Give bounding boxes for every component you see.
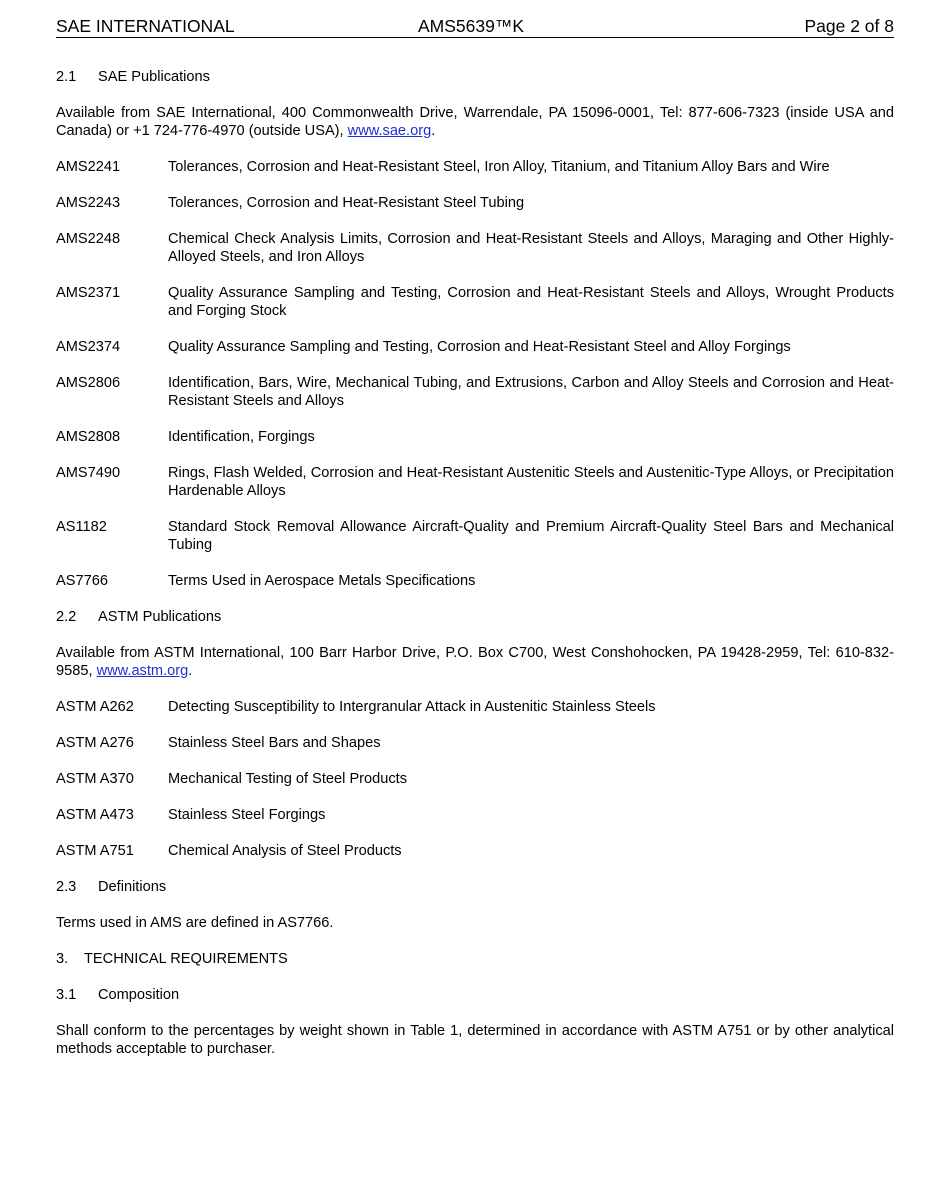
- sae-availability-paragraph: [56, 104, 894, 140]
- reference-title: Chemical Analysis of Steel Products: [168, 843, 402, 859]
- astm-availability-text: Available from ASTM International, 100 Barr Harbor Drive, P.O. Box C700, West Conshohocken, PA 19428-2959, Tel: 610-832-9585,: [56, 645, 894, 679]
- reference-item: [56, 770, 894, 788]
- section-number: 2.1: [56, 69, 77, 85]
- reference-title: Chemical Check Analysis Limits, Corrosion and Heat-Resistant Steels and Alloys, Maraging and Other Highly-Alloyed Steels, and Iron Alloys: [168, 231, 894, 265]
- composition-paragraph: Shall conform to the percentages by weight shown in Table 1, determined in accordance with ASTM A751 or by other analytical methods acceptable to purchaser.: [56, 1023, 894, 1057]
- reference-code: AMS2241: [56, 159, 121, 175]
- section-number: 2.3: [56, 879, 77, 895]
- reference-item: [56, 194, 894, 212]
- section-2-3-heading: [56, 878, 894, 896]
- header-page-number: Page 2 of 8: [804, 16, 894, 36]
- reference-item: [56, 158, 894, 176]
- reference-item: [56, 518, 894, 554]
- astm-website-link[interactable]: www.astm.org: [96, 663, 189, 679]
- reference-code: AMS2248: [56, 231, 121, 247]
- section-number: 2.2: [56, 609, 77, 625]
- reference-item: [56, 734, 894, 752]
- section-number: 3.1: [56, 987, 77, 1003]
- astm-availability-tail: .: [188, 663, 193, 679]
- reference-code: AMS2808: [56, 429, 121, 445]
- reference-code: ASTM A262: [56, 699, 134, 715]
- section-number: 3.: [56, 951, 69, 967]
- section-title: TECHNICAL REQUIREMENTS: [84, 951, 288, 967]
- reference-title: Tolerances, Corrosion and Heat-Resistant Steel, Iron Alloy, Titanium, and Titanium Alloy Bars and Wire: [168, 159, 830, 175]
- reference-title: Standard Stock Removal Allowance Aircraft-Quality and Premium Aircraft-Quality Steel Bars and Mechanical Tubing: [168, 519, 894, 553]
- reference-code: ASTM A276: [56, 735, 134, 751]
- reference-title: Stainless Steel Bars and Shapes: [168, 735, 381, 751]
- reference-item: [56, 338, 894, 356]
- reference-code: ASTM A473: [56, 807, 134, 823]
- reference-title: Tolerances, Corrosion and Heat-Resistant Steel Tubing: [168, 195, 525, 211]
- reference-item: [56, 806, 894, 824]
- sae-website-link[interactable]: www.sae.org: [347, 123, 432, 139]
- section-title: ASTM Publications: [98, 609, 222, 625]
- section-3-1-heading: [56, 986, 894, 1004]
- reference-item: [56, 374, 894, 410]
- reference-item: [56, 572, 894, 590]
- section-title: Definitions: [98, 879, 167, 895]
- sae-reference-list: [56, 158, 894, 590]
- reference-title: Detecting Susceptibility to Intergranular Attack in Austenitic Stainless Steels: [168, 699, 656, 715]
- reference-code: AMS2374: [56, 339, 121, 355]
- section-title: SAE Publications: [98, 69, 210, 85]
- document-page: [56, 15, 894, 1076]
- reference-title: Identification, Forgings: [168, 429, 315, 445]
- sae-availability-tail: .: [431, 123, 436, 139]
- document-body: [56, 38, 894, 1058]
- header-doc-id: AMS5639™K: [418, 16, 525, 36]
- reference-code: AMS2371: [56, 285, 121, 301]
- reference-item: [56, 230, 894, 266]
- reference-item: [56, 842, 894, 860]
- reference-title: Rings, Flash Welded, Corrosion and Heat-Resistant Austenitic Steels and Austenitic-Type Alloys, or Precipitation Hardenable Alloys: [168, 465, 894, 499]
- reference-code: ASTM A370: [56, 771, 134, 787]
- reference-title: Mechanical Testing of Steel Products: [168, 771, 408, 787]
- reference-item: [56, 698, 894, 716]
- header-org: SAE INTERNATIONAL: [56, 16, 235, 36]
- page-header: [56, 15, 894, 38]
- section-2-2-heading: [56, 608, 894, 626]
- reference-title: Identification, Bars, Wire, Mechanical Tubing, and Extrusions, Carbon and Alloy Steels and Corrosion and Heat-Resistant Steels and Alloys: [168, 375, 894, 409]
- reference-item: [56, 284, 894, 320]
- reference-code: AMS2806: [56, 375, 121, 391]
- reference-title: Stainless Steel Forgings: [168, 807, 326, 823]
- reference-code: AS7766: [56, 573, 108, 589]
- definitions-paragraph: Terms used in AMS are defined in AS7766.: [56, 915, 334, 931]
- reference-code: ASTM A751: [56, 843, 134, 859]
- reference-item: [56, 464, 894, 500]
- reference-title: Quality Assurance Sampling and Testing, Corrosion and Heat-Resistant Steels and Alloys, Wrought Products and Forging Stock: [168, 285, 894, 319]
- reference-title: Terms Used in Aerospace Metals Specifications: [168, 573, 476, 589]
- section-2-1-heading: [56, 68, 894, 86]
- sae-availability-text: Available from SAE International, 400 Commonwealth Drive, Warrendale, PA 15096-0001, Tel: 877-606-7323 (inside USA and Canada) or +1 724-776-4970 (outside USA),: [56, 105, 894, 139]
- reference-code: AMS2243: [56, 195, 121, 211]
- reference-item: [56, 428, 894, 446]
- astm-reference-list: [56, 698, 894, 860]
- section-3-heading: [56, 950, 894, 968]
- astm-availability-paragraph: [56, 644, 894, 680]
- reference-code: AS1182: [56, 519, 107, 535]
- reference-title: Quality Assurance Sampling and Testing, Corrosion and Heat-Resistant Steel and Alloy Forgings: [168, 339, 791, 355]
- section-title: Composition: [98, 987, 180, 1003]
- reference-code: AMS7490: [56, 465, 121, 481]
